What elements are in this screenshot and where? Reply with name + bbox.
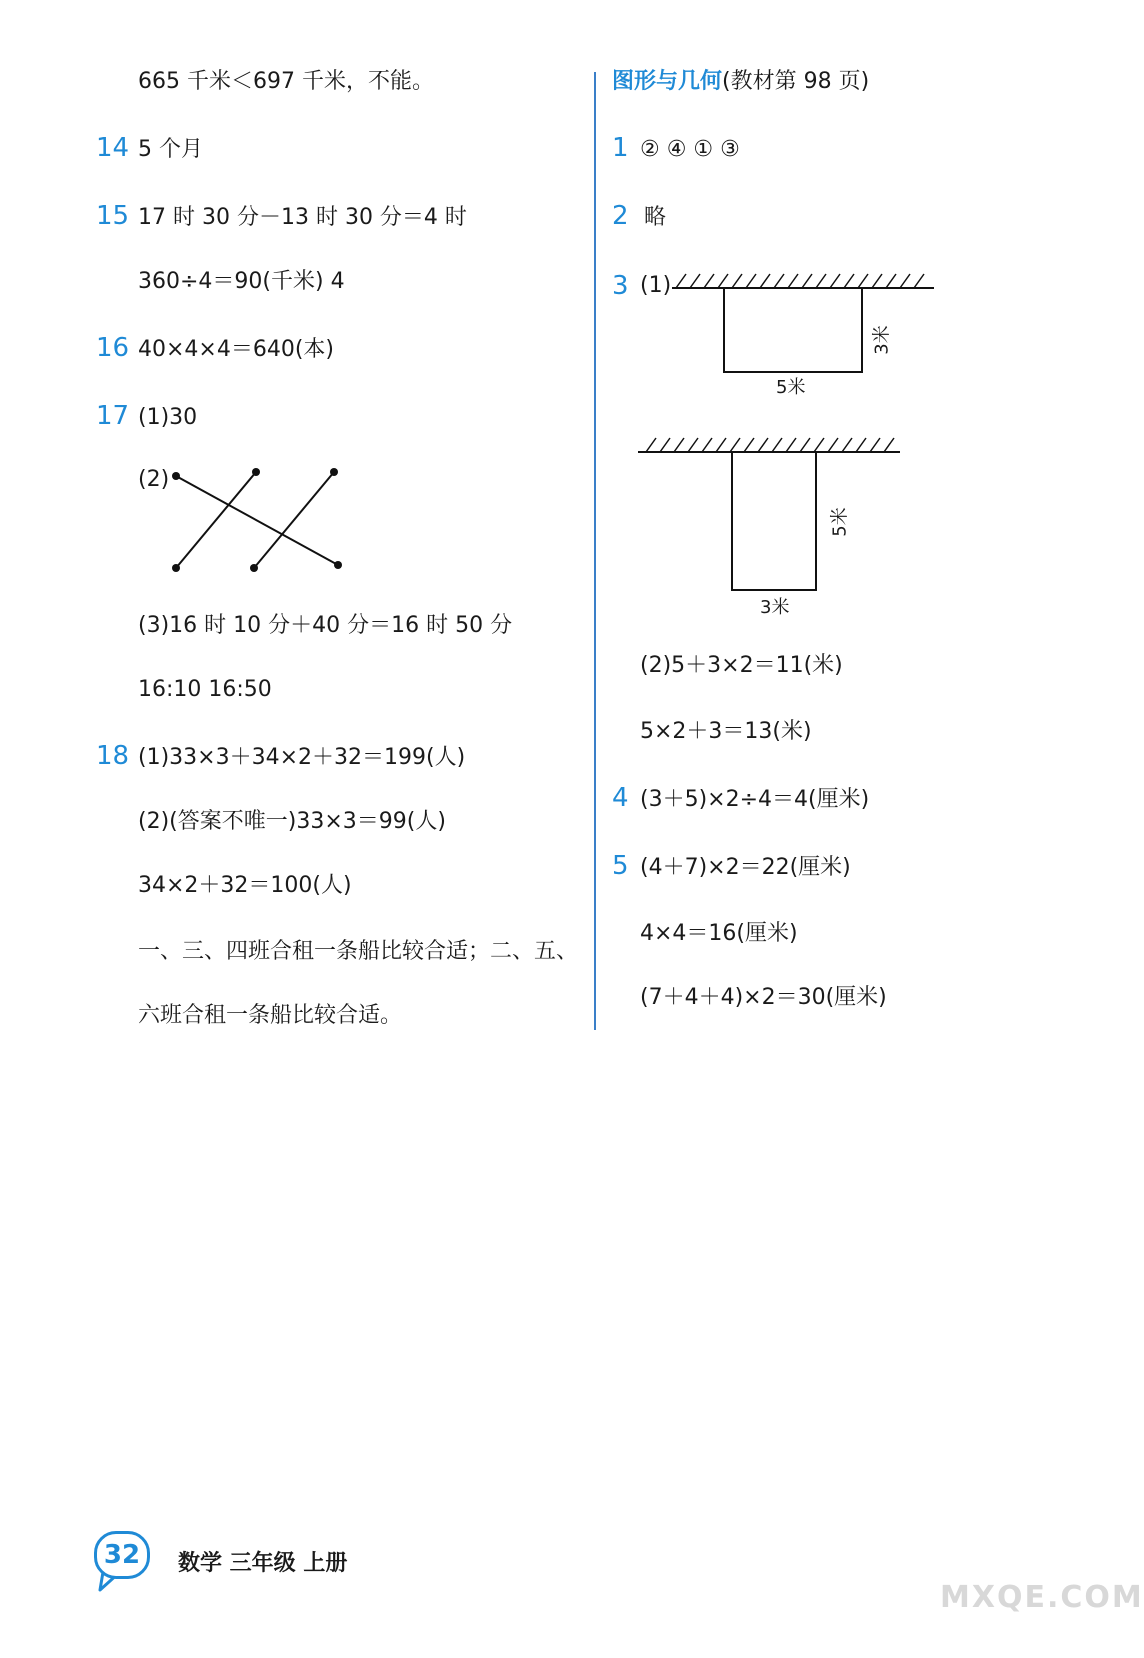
answer-5-line-2: 4×4＝16(厘米)	[640, 921, 798, 946]
answer-18-part-2: (2)(答案不唯一)33×3＝99(人)	[138, 809, 446, 834]
question-number-4: 4	[612, 783, 629, 813]
answer-14: 5 个月	[138, 137, 203, 162]
answer-16: 40×4×4＝640(本)	[138, 337, 335, 362]
question-number-1: 1	[612, 133, 629, 163]
watermark: MXQE.COM	[940, 1580, 1144, 1615]
answer-2: 略	[644, 205, 667, 230]
answer-3-part-2: (2)5＋3×2＝11(米)	[640, 653, 843, 678]
answer-5-line-3: (7＋4＋4)×2＝30(厘米)	[640, 985, 887, 1010]
answer-17-part-4: 16:10 16:50	[138, 677, 272, 702]
column-divider	[594, 72, 596, 1030]
answer-18-part-3: 34×2＋32＝100(人)	[138, 873, 352, 898]
question-number-15: 15	[96, 201, 130, 231]
answer-3-part-1-label: (1)	[640, 273, 672, 298]
question-number-17: 17	[96, 401, 130, 431]
answer-1: ② ④ ① ③	[640, 137, 740, 162]
question-number-3: 3	[612, 271, 629, 301]
book-title-footer: 数学 三年级 上册	[178, 1551, 348, 1576]
question-number-5: 5	[612, 851, 629, 881]
figure-1-height-label: 3米	[871, 325, 893, 355]
answer-18-part-4: 一、三、四班合租一条船比较合适；二、五、	[138, 939, 579, 964]
figure-2-height-label: 5米	[829, 507, 851, 537]
answer-17-part-2-label: (2)	[138, 467, 170, 492]
section-title-tail: (教材第 98 页)	[722, 69, 870, 94]
figure-2-width-label: 3米	[760, 597, 790, 618]
rectangle-figure-1	[672, 270, 942, 400]
matching-lines-diagram	[160, 460, 360, 580]
answer-4: (3＋5)×2÷4＝4(厘米)	[640, 787, 870, 812]
answer-18-part-5: 六班合租一条船比较合适。	[138, 1003, 403, 1028]
answer-17-part-1: (1)30	[138, 405, 198, 430]
page-number-badge: 32	[94, 1531, 150, 1579]
question-number-2: 2	[612, 201, 629, 231]
figure-1-width-label: 5米	[776, 377, 806, 398]
rectangle-figure-2	[638, 432, 908, 592]
question-number-16: 16	[96, 333, 130, 363]
answer-3-part-3: 5×2＋3＝13(米)	[640, 719, 812, 744]
section-title-head: 图形与几何	[612, 69, 723, 94]
section-title	[612, 68, 869, 96]
answer-18-part-1: (1)33×3＋34×2＋32＝199(人)	[138, 745, 466, 770]
answer-5-line-1: (4＋7)×2＝22(厘米)	[640, 855, 851, 880]
answer-15-line-2: 360÷4＝90(千米) 4	[138, 269, 345, 294]
question-number-18: 18	[96, 741, 130, 771]
question-number-14: 14	[96, 133, 130, 163]
answer-line-665: 665 千米＜697 千米，不能。	[138, 69, 434, 94]
answer-15-line-1: 17 时 30 分－13 时 30 分＝4 时	[138, 205, 467, 230]
answer-17-part-3: (3)16 时 10 分＋40 分＝16 时 50 分	[138, 613, 513, 638]
